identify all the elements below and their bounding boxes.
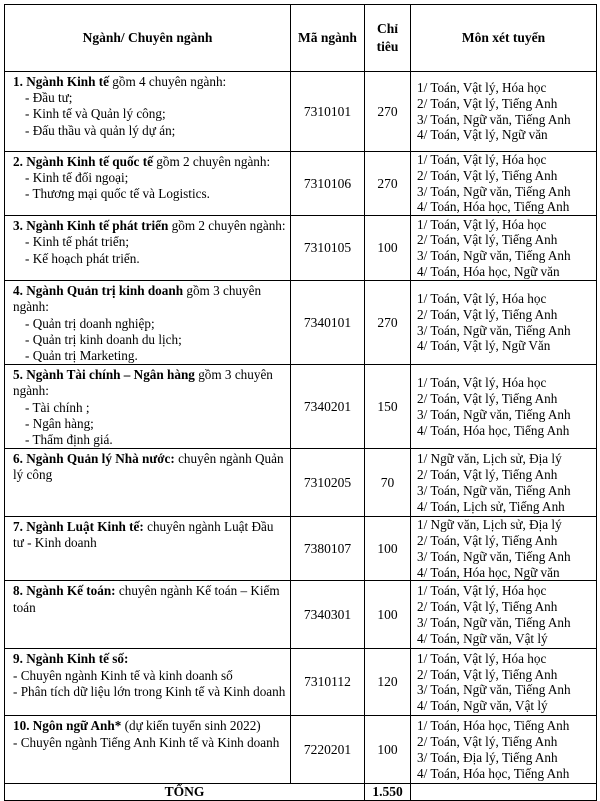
subject-combination: 3/ Toán, Ngữ văn, Tiếng Anh <box>417 548 571 564</box>
major-name: 4. Ngành Quản trị kinh doanh <box>13 283 184 299</box>
major-title <box>13 367 286 399</box>
subject-combination: 2/ Toán, Vật lý, Tiếng Anh <box>417 599 558 615</box>
subject-combination: 3/ Toán, Ngữ văn, Tiếng Anh <box>417 406 571 422</box>
specialization-item: - Quản trị Marketing. <box>25 348 138 363</box>
table-row <box>5 365 597 449</box>
major-cell <box>5 152 291 216</box>
total-label: TỔNG <box>5 784 365 801</box>
major-code: 7380107 <box>291 517 365 581</box>
major-cell <box>5 716 291 784</box>
subject-combination: 1/ Toán, Vật lý, Hóa học <box>417 375 547 391</box>
subject-combination: 2/ Toán, Vật lý, Tiếng Anh <box>417 734 558 750</box>
total-quota: 1.550 <box>365 784 411 801</box>
major-cell <box>5 581 291 649</box>
specialization-item: - Chuyên ngành Tiếng Anh Kinh tế và Kinh doanh <box>13 734 280 750</box>
subjects-cell <box>411 517 597 581</box>
major-desc: gồm 2 chuyên ngành: <box>168 218 286 234</box>
major-code: 7310112 <box>291 649 365 716</box>
quota-value: 120 <box>365 649 411 716</box>
major-title <box>13 74 286 90</box>
major-name: 2. Ngành Kinh tế quốc tế <box>13 154 153 169</box>
specialization-item: - Phân tích dữ liệu lớn trong Kinh tế và Kinh doanh <box>13 683 286 699</box>
subject-combination: 2/ Toán, Vật lý, Tiếng Anh <box>417 306 558 322</box>
total-empty <box>411 784 597 801</box>
specialization-item: - Thẩm định giá. <box>25 432 113 448</box>
subject-combination: 4/ Toán, Hóa học, Tiếng Anh <box>417 422 570 438</box>
table-row <box>5 216 597 281</box>
major-name: 10. Ngôn ngữ Anh* <box>13 718 122 734</box>
major-name: 6. Ngành Quản lý Nhà nước: <box>13 451 175 467</box>
major-name: 8. Ngành Kế toán: <box>13 583 116 599</box>
major-desc: chuyên ngành Kế toán – Kiểm toán <box>13 583 280 615</box>
subjects-cell <box>411 216 597 281</box>
major-desc: gồm 2 chuyên ngành: <box>152 154 271 169</box>
subject-combination: 4/ Toán, Hóa học, Tiếng Anh <box>417 765 570 781</box>
subject-combination: 3/ Toán, Địa lý, Tiếng Anh <box>417 749 558 765</box>
specialization-item: - Chuyên ngành Kinh tế và kinh doanh số <box>13 667 233 683</box>
table-row <box>5 517 597 581</box>
subject-combination: 3/ Toán, Ngữ văn, Tiếng Anh <box>417 183 571 199</box>
subject-combination: 1/ Toán, Hóa học, Tiếng Anh <box>417 718 570 734</box>
subject-combination: 1/ Toán, Vật lý, Hóa học <box>417 79 547 95</box>
major-desc: chuyên ngành Quản lý công <box>13 451 284 483</box>
subject-combination: 3/ Toán, Ngữ văn, Tiếng Anh <box>417 482 571 498</box>
quota-value: 100 <box>365 216 411 281</box>
table-row <box>5 72 597 152</box>
major-title <box>13 451 286 483</box>
admission-table <box>4 4 597 801</box>
major-desc: (dự kiến tuyển sinh 2022) <box>121 718 261 734</box>
quota-value: 270 <box>365 152 411 216</box>
header-quota-line1: Chỉ <box>376 21 398 36</box>
subject-combination: 4/ Toán, Ngữ văn, Vật lý <box>417 698 548 714</box>
header-row <box>5 5 597 72</box>
header-subjects: Môn xét tuyển <box>411 5 597 72</box>
subject-combination: 2/ Toán, Vật lý, Tiếng Anh <box>417 95 558 111</box>
subject-combination: 2/ Toán, Vật lý, Tiếng Anh <box>417 466 558 482</box>
major-title <box>13 283 286 315</box>
major-desc: gồm 4 chuyên ngành: <box>109 74 227 89</box>
subject-combination: 1/ Toán, Vật lý, Hóa học <box>417 650 547 666</box>
subject-combination: 2/ Toán, Vật lý, Tiếng Anh <box>417 390 558 406</box>
subject-combination: 4/ Toán, Hóa học, Ngữ văn <box>417 564 560 580</box>
subject-combination: 1/ Toán, Vật lý, Hóa học <box>417 291 547 307</box>
quota-value: 100 <box>365 581 411 649</box>
table-row <box>5 449 597 517</box>
header-quota-line2: tiêu <box>376 39 399 54</box>
subject-combination: 2/ Toán, Vật lý, Tiếng Anh <box>417 533 558 549</box>
major-code: 7310101 <box>291 72 365 152</box>
subject-combination: 2/ Toán, Vật lý, Tiếng Anh <box>417 167 558 183</box>
major-code: 7310106 <box>291 152 365 216</box>
major-desc: gồm 3 chuyên ngành: <box>13 367 273 399</box>
major-title <box>13 651 286 667</box>
major-title <box>13 519 286 551</box>
specialization-item: - Kinh tế phát triển; <box>25 234 130 250</box>
major-name: 9. Ngành Kinh tế số: <box>13 651 129 667</box>
major-cell <box>5 517 291 581</box>
table-row <box>5 649 597 716</box>
specialization-item: - Thương mại quốc tế và Logistics. <box>25 186 210 202</box>
major-cell <box>5 216 291 281</box>
major-desc: chuyên ngành Luật Đầu tư - Kinh doanh <box>13 519 274 551</box>
subject-combination: 3/ Toán, Ngữ văn, Tiếng Anh <box>417 111 571 127</box>
major-code: 7340301 <box>291 581 365 649</box>
table-row <box>5 716 597 784</box>
quota-value: 270 <box>365 72 411 152</box>
header-quota <box>365 5 411 72</box>
major-code: 7340201 <box>291 365 365 449</box>
subject-combination: 1/ Ngữ văn, Lịch sử, Địa lý <box>417 451 562 467</box>
major-title <box>13 583 286 615</box>
quota-value: 100 <box>365 716 411 784</box>
major-name: 7. Ngành Luật Kinh tế: <box>13 519 144 535</box>
major-cell <box>5 281 291 365</box>
major-cell <box>5 449 291 517</box>
table-row <box>5 152 597 216</box>
subject-combination: 4/ Toán, Vật lý, Ngữ Văn <box>417 338 551 354</box>
subject-combination: 1/ Toán, Vật lý, Hóa học <box>417 152 547 167</box>
major-title <box>13 154 286 170</box>
major-code: 7220201 <box>291 716 365 784</box>
subject-combination: 3/ Toán, Ngữ văn, Tiếng Anh <box>417 322 571 338</box>
subjects-cell <box>411 649 597 716</box>
subject-combination: 4/ Toán, Vật lý, Ngữ văn <box>417 127 548 143</box>
header-code: Mã ngành <box>291 5 365 72</box>
subject-combination: 3/ Toán, Ngữ văn, Tiếng Anh <box>417 682 571 698</box>
major-desc: gồm 3 chuyên ngành: <box>13 283 262 315</box>
subjects-cell <box>411 716 597 784</box>
major-code: 7310205 <box>291 449 365 517</box>
specialization-item: - Ngân hàng; <box>25 415 94 431</box>
header-major: Ngành/ Chuyên ngành <box>5 5 291 72</box>
specialization-item: - Quản trị kinh doanh du lịch; <box>25 331 182 347</box>
specialization-item: - Đầu tư; <box>25 90 73 106</box>
major-cell <box>5 365 291 449</box>
major-code: 7310105 <box>291 216 365 281</box>
major-code: 7340101 <box>291 281 365 365</box>
subject-combination: 1/ Ngữ văn, Lịch sử, Địa lý <box>417 517 562 533</box>
table-row <box>5 581 597 649</box>
specialization-item: - Đấu thầu và quản lý dự án; <box>25 122 176 138</box>
specialization-item: - Kinh tế đối ngoại; <box>25 170 129 186</box>
total-row <box>5 784 597 801</box>
specialization-item: - Quản trị doanh nghiệp; <box>25 315 155 331</box>
table-row <box>5 281 597 365</box>
subject-combination: 3/ Toán, Ngữ văn, Tiếng Anh <box>417 248 571 264</box>
major-cell <box>5 649 291 716</box>
subject-combination: 2/ Toán, Vật lý, Tiếng Anh <box>417 232 558 248</box>
subjects-cell <box>411 72 597 152</box>
major-name: 3. Ngành Kinh tế phát triển <box>13 218 169 234</box>
quota-value: 70 <box>365 449 411 517</box>
major-name: 1. Ngành Kinh tế <box>13 74 109 89</box>
subject-combination: 4/ Toán, Ngữ văn, Vật lý <box>417 630 548 646</box>
subject-combination: 4/ Toán, Lịch sử, Tiếng Anh <box>417 498 565 514</box>
subject-combination: 4/ Toán, Hóa học, Tiếng Anh <box>417 199 570 215</box>
specialization-item: - Kinh tế và Quản lý công; <box>25 106 166 122</box>
subjects-cell <box>411 281 597 365</box>
major-title <box>13 218 286 234</box>
quota-value: 270 <box>365 281 411 365</box>
specialization-item: - Tài chính ; <box>25 399 90 415</box>
quota-value: 150 <box>365 365 411 449</box>
major-title <box>13 718 286 734</box>
subjects-cell <box>411 581 597 649</box>
subject-combination: 4/ Toán, Hóa học, Ngữ văn <box>417 263 560 279</box>
subjects-cell <box>411 365 597 449</box>
subject-combination: 1/ Toán, Vật lý, Hóa học <box>417 216 547 232</box>
quota-value: 100 <box>365 517 411 581</box>
subject-combination: 2/ Toán, Vật lý, Tiếng Anh <box>417 666 558 682</box>
subject-combination: 1/ Toán, Vật lý, Hóa học <box>417 583 547 599</box>
major-cell <box>5 72 291 152</box>
specialization-item: - Kế hoạch phát triển. <box>25 250 140 266</box>
subject-combination: 3/ Toán, Ngữ văn, Tiếng Anh <box>417 614 571 630</box>
subjects-cell <box>411 449 597 517</box>
major-name: 5. Ngành Tài chính – Ngân hàng <box>13 367 195 383</box>
subjects-cell <box>411 152 597 216</box>
